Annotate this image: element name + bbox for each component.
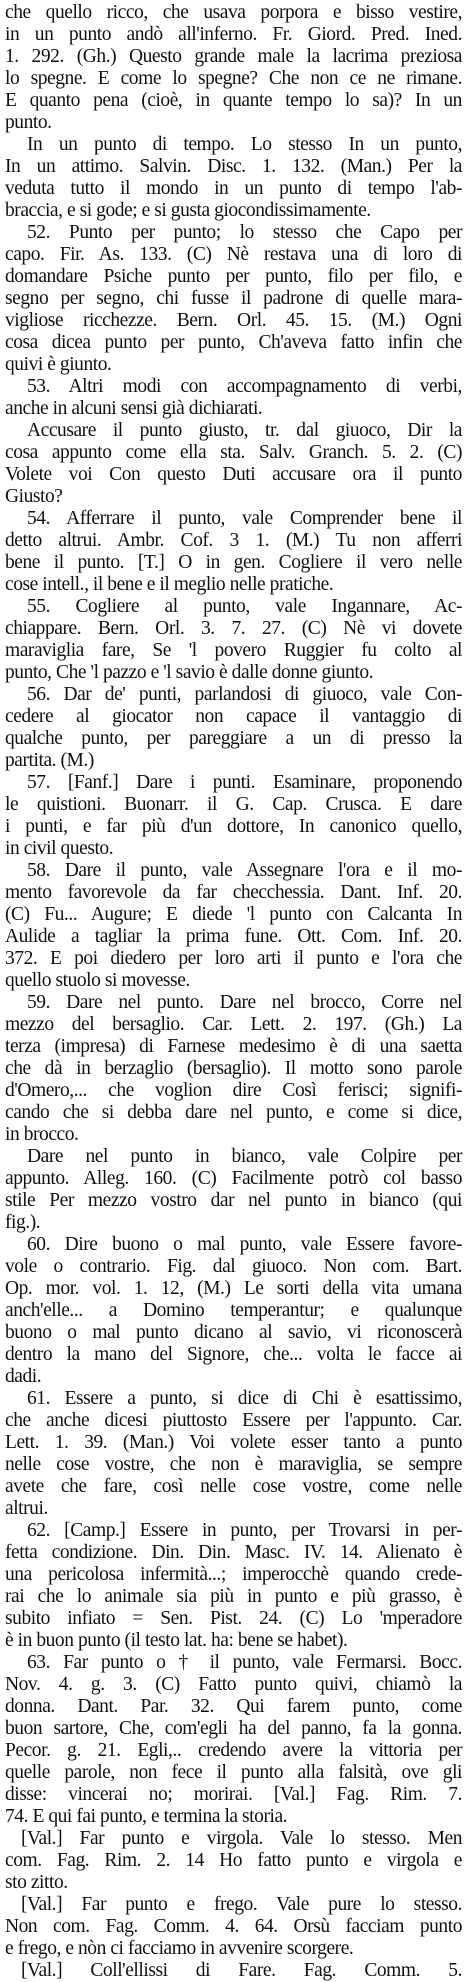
text-line: domandare Psiche punto per punto, filo per filo, e: [5, 266, 462, 287]
text-line: qualche punto, per pareggiare a un di presso la: [5, 728, 462, 749]
text-line: bene il punto. [T.] O in gen. Cogliere il vero nelle: [5, 552, 462, 573]
text-line: fig.).: [5, 1212, 41, 1233]
text-line: Pecor. g. 21. Egli,.. credendo avere la vittoria per: [5, 1740, 462, 1761]
text-line: [Val.] Far punto e virgola. Vale lo stesso. Men: [21, 1828, 462, 1849]
text-line: 60. Dire buono o mal punto, vale Essere favore-: [27, 1234, 462, 1255]
text-line: donna. Dant. Par. 32. Qui farem punto, come: [5, 1696, 462, 1717]
text-line: terza (impresa) di Farnese medesimo è di una saetta: [5, 1036, 462, 1057]
text-line: Accusare il punto giusto, tr. dal giuoco, Dir la: [27, 420, 462, 441]
text-line: veduta tutto il mondo in un punto di tempo l'ab-: [5, 178, 462, 199]
text-line: 74. E qui fai punto, e termina la storia.: [5, 1806, 288, 1827]
text-line: che quello ricco, che usava porpora e bisso vestire,: [5, 2, 462, 23]
text-line: dentro la mano del Signore, che... volta le facce ai: [5, 1344, 462, 1365]
text-line: e frego, e nòn ci facciamo in avvenire scorgere.: [5, 1938, 354, 1959]
text-line: punto.: [5, 112, 52, 133]
text-line: che anche dicesi piuttosto Essere per l'appunto. Car.: [5, 1410, 462, 1431]
text-line: punto, Che 'l pazzo e 'l savio è dalle donne giunto.: [5, 662, 374, 683]
text-line: Volete voi Con questo Duti accusare ora il punto: [5, 464, 462, 485]
text-line: d'Omero,... che voglion dire Così ferisci; signifi-: [5, 1080, 462, 1101]
text-line: 62. [Camp.] Essere in punto, per Trovarsi in per-: [27, 1520, 462, 1541]
text-line: quello stuolo si movesse.: [5, 970, 190, 991]
text-line: Giusto?: [5, 486, 63, 507]
text-line: le quistioni. Buonarr. il G. Cap. Crusca. E dare: [5, 794, 462, 815]
text-line: vigliose ricchezze. Bern. Orl. 45. 15. (M.) Ogni: [5, 310, 462, 331]
text-line: In un attimo. Salvin. Disc. 1. 132. (Man.) Per la: [5, 156, 462, 177]
text-line: appunto. Alleg. 160. (C) Facilmente potrò col basso: [5, 1168, 462, 1189]
text-line: [Val.] Far punto e frego. Vale pure lo stesso.: [21, 1894, 462, 1915]
text-line: com. Fag. Rim. 2. 14 Ho fatto punto e virgola e: [5, 1850, 462, 1871]
text-line: partita. (M.): [5, 750, 94, 771]
text-line: quivi è giunto.: [5, 354, 112, 375]
text-line: stile Per mezzo vostro dar nel punto in bianco (qui: [5, 1190, 462, 1211]
text-line: detto altrui. Ambr. Cof. 3 1. (M.) Tu non afferri: [5, 530, 462, 551]
text-line: (C) Fu... Augure; E diede 'l punto con Calcanta In: [5, 904, 462, 925]
text-line: in un punto andò all'inferno. Fr. Giord. Pred. Ined.: [5, 24, 462, 45]
text-line: 52. Punto per punto; lo stesso che Capo per: [27, 222, 462, 243]
text-line: fetta condizione. Din. Din. Masc. IV. 14. Alienato è: [5, 1542, 462, 1563]
text-line: cosa appunto come ella sta. Salv. Granch. 5. 2. (C): [5, 442, 462, 463]
text-line: cose intell., il bene e il meglio nelle pratiche.: [5, 574, 334, 595]
text-line: Nov. 4. g. 3. (C) Fatto punto quivi, chiamò la: [5, 1674, 462, 1695]
text-line: Non com. Fag. Comm. 4. 64. Orsù facciam punto: [5, 1916, 462, 1937]
text-line: in brocco.: [5, 1124, 79, 1145]
text-line: [Val.] Coll'ellissi di Fare. Fag. Comm. 5.: [21, 1960, 462, 1981]
text-line: vole o contrario. Fig. dal giuoco. Non com. Bart.: [5, 1256, 462, 1277]
text-line: è in buon punto (il testo lat. ha: bene se habet).: [5, 1630, 348, 1651]
text-line: anche in alcuni sensi già dichiarati.: [5, 398, 263, 419]
text-line: che dà in berzaglio (bersaglio). Il motto sono parole: [5, 1058, 462, 1079]
text-line: maraviglia fare, Se 'l povero Ruggier fu colto al: [5, 640, 462, 661]
text-line: mento favorevole da far checchessia. Dant. Inf. 20.: [5, 882, 462, 903]
text-line: capo. Fir. As. 133. (C) Nè restava una di loro di: [5, 244, 462, 265]
text-line: 56. Dar de' punti, parlandosi di giuoco, vale Con-: [27, 684, 462, 705]
text-line: in civil questo.: [5, 838, 114, 859]
text-line: disse: vincerai no; morirai. [Val.] Fag. Rim. 7.: [5, 1784, 462, 1805]
text-line: 372. E poi diedero per loro arti il punto e l'ora che: [5, 948, 462, 969]
text-line: cando che si debba dare nel punto, e come si dice,: [5, 1102, 462, 1123]
text-line: 61. Essere a punto, si dice di Chi è esattissimo,: [27, 1388, 462, 1409]
text-line: In un punto di tempo. Lo stesso In un punto,: [27, 134, 462, 155]
text-line: 53. Altri modi con accompagnamento di verbi,: [27, 376, 462, 397]
text-line: sto zitto.: [5, 1872, 68, 1893]
text-line: nelle cose vostre, che non è maraviglia, se sempre: [5, 1454, 462, 1475]
text-line: 57. [Fanf.] Dare i punti. Esaminare, proponendo: [27, 772, 462, 793]
text-line: chiappare. Bern. Orl. 3. 7. 27. (C) Nè vi dovete: [5, 618, 462, 639]
text-line: i punti, e far più d'un dottore, In canonico quello,: [5, 816, 462, 837]
text-line: 63. Far punto o † il punto, vale Fermarsi. Bocc.: [27, 1652, 462, 1673]
text-line: una pericolosa infermità...; imperocchè quando crede-: [5, 1564, 462, 1585]
text-line: rai che lo animale sia più in punto e più grasso, è: [5, 1586, 462, 1607]
text-line: 1. 292. (Gh.) Questo grande male la lacrima preziosa: [5, 46, 462, 67]
text-line: E quanto pena (cioè, in quante tempo lo sa)? In un: [5, 90, 462, 111]
text-line: mezzo del bersaglio. Car. Lett. 2. 197. (Gh.) La: [5, 1014, 462, 1035]
text-line: subito infiato = Sen. Pist. 24. (C) Lo 'mperadore: [5, 1608, 462, 1629]
text-line: Lett. 1. 39. (Man.) Voi volete esser tanto a punto: [5, 1432, 462, 1453]
text-line: segno per segno, chi fusse il padrone di quelle mara-: [5, 288, 462, 309]
text-line: lo spegne. E come lo spegne? Che non ce ne rimane.: [5, 68, 462, 89]
text-line: Aulide a tagliar la prima fune. Ott. Com. Inf. 20.: [5, 926, 462, 947]
text-line: cosa dicea punto per punto, Ch'aveva fatto infin che: [5, 332, 462, 353]
text-line: buono o mal punto dicano al savio, vi riconoscerà: [5, 1322, 462, 1343]
text-line: cedere al giocator non capace il vantaggio di: [5, 706, 462, 727]
text-line: avete che fare, così nelle cose vostre, come nelle: [5, 1476, 462, 1497]
text-line: braccia, e si gode; e si gusta giocondissimamente.: [5, 200, 371, 221]
text-line: dadi.: [5, 1366, 42, 1387]
text-line: 54. Afferrare il punto, vale Comprender bene il: [27, 508, 462, 529]
text-line: Op. mor. vol. 1. 12, (M.) Le sorti della vita umana: [5, 1278, 462, 1299]
text-line: buon sartore, Che, com'egli ha del panno, fa la gonna.: [5, 1718, 462, 1739]
text-line: anch'elle... a Domino temperantur; e qualunque: [5, 1300, 462, 1321]
text-line: 58. Dare il punto, vale Assegnare l'ora e il mo-: [27, 860, 462, 881]
text-line: quelle parole, non fece il punto alla falsità, ove gli: [5, 1762, 462, 1783]
text-line: Dare nel punto in bianco, vale Colpire per: [27, 1146, 462, 1167]
text-line: altrui.: [5, 1498, 48, 1519]
text-line: 55. Cogliere al punto, vale Ingannare, Ac-: [27, 596, 462, 617]
text-line: 59. Dare nel punto. Dare nel brocco, Corre nel: [27, 992, 462, 1013]
